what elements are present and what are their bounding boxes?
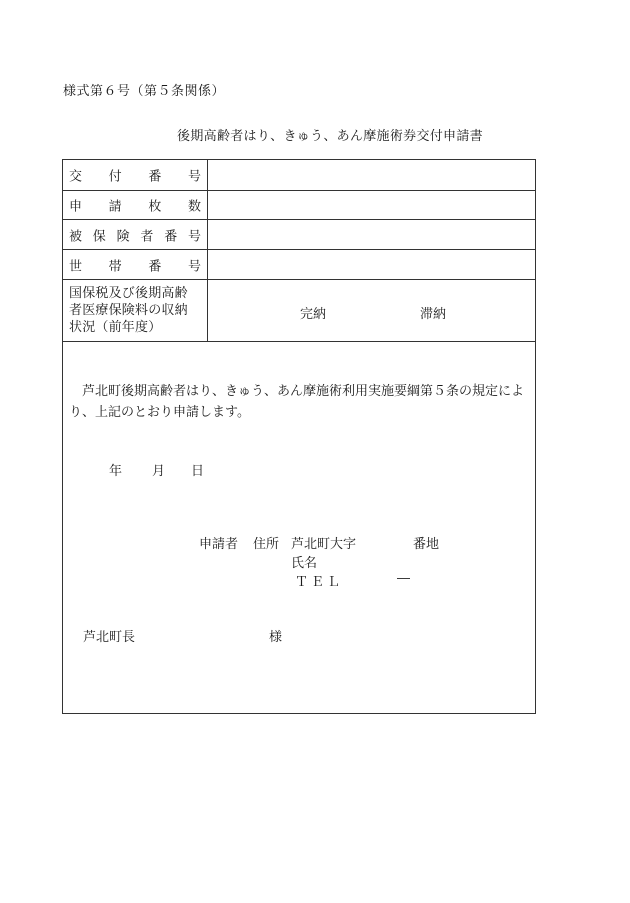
label-char: 番 — [148, 169, 162, 185]
applicant-label: 申請者 — [199, 537, 239, 552]
label-char: 保 — [92, 229, 106, 244]
label-char: 番 — [148, 259, 162, 274]
payment-status-options — [208, 280, 535, 341]
label-char: 号 — [187, 169, 201, 185]
insured-number-row — [63, 220, 535, 250]
address-field[interactable]: 芦北町大字 — [291, 537, 357, 552]
label-char: 番 — [164, 229, 178, 244]
application-count-field[interactable] — [208, 191, 535, 219]
payment-status-label-line1: 国保税及び後期高齢 — [69, 286, 188, 301]
payment-status-label — [63, 280, 208, 341]
label-char: 枚 — [148, 199, 162, 215]
household-number-field[interactable] — [208, 250, 535, 279]
declaration-text: 芦北町後期高齢者はり、きゅう、あん摩施術利用実施要綱第５条の規定により、上記のとおり申請します。 — [69, 384, 525, 420]
date-year-label[interactable]: 年 — [109, 464, 123, 479]
document-title: 後期高齢者はり、きゅう、あん摩施術券交付申請書 — [177, 129, 483, 144]
label-char: 世 — [69, 259, 83, 274]
payment-status-row — [63, 280, 535, 342]
application-form-table — [62, 159, 536, 714]
household-number-row — [63, 250, 535, 280]
form-number: 様式第６号（第５条関係） — [63, 84, 226, 99]
date-month-label[interactable]: 月 — [152, 464, 166, 479]
label-char: 請 — [108, 199, 122, 215]
application-count-label — [63, 191, 208, 219]
tel-field[interactable]: ＴＥＬ — [295, 575, 344, 590]
tel-dash: ― — [397, 571, 410, 586]
insured-number-field[interactable] — [208, 220, 535, 249]
label-char: 険 — [116, 229, 130, 244]
label-char: 交 — [69, 169, 83, 185]
label-char: 者 — [140, 229, 154, 244]
paid-option[interactable]: 完納 — [300, 307, 327, 322]
date-day-label[interactable]: 日 — [191, 464, 205, 479]
label-char: 号 — [187, 229, 201, 244]
payment-status-label-line3: 状況（前年度） — [69, 320, 162, 335]
insured-number-label — [63, 220, 208, 249]
label-char: 号 — [187, 259, 201, 274]
payment-status-label-line2: 者医療保険料の収納 — [69, 303, 188, 318]
address-label: 住所 — [253, 537, 280, 552]
household-number-label — [63, 250, 208, 279]
issue-number-row — [63, 160, 535, 191]
label-char: 帯 — [108, 259, 122, 274]
name-field[interactable]: 氏名 — [291, 556, 318, 571]
label-char: 付 — [108, 169, 122, 185]
issue-number-field[interactable] — [208, 160, 535, 190]
label-char: 被 — [69, 229, 83, 244]
unpaid-option[interactable]: 滞納 — [420, 307, 447, 322]
application-count-row — [63, 191, 535, 220]
mayor-addressee: 芦北町長 — [83, 630, 136, 645]
label-char: 数 — [187, 199, 201, 215]
issue-number-label — [63, 160, 208, 190]
label-char: 申 — [69, 199, 83, 215]
honorific: 様 — [269, 630, 283, 645]
address-suffix: 番地 — [413, 537, 440, 552]
